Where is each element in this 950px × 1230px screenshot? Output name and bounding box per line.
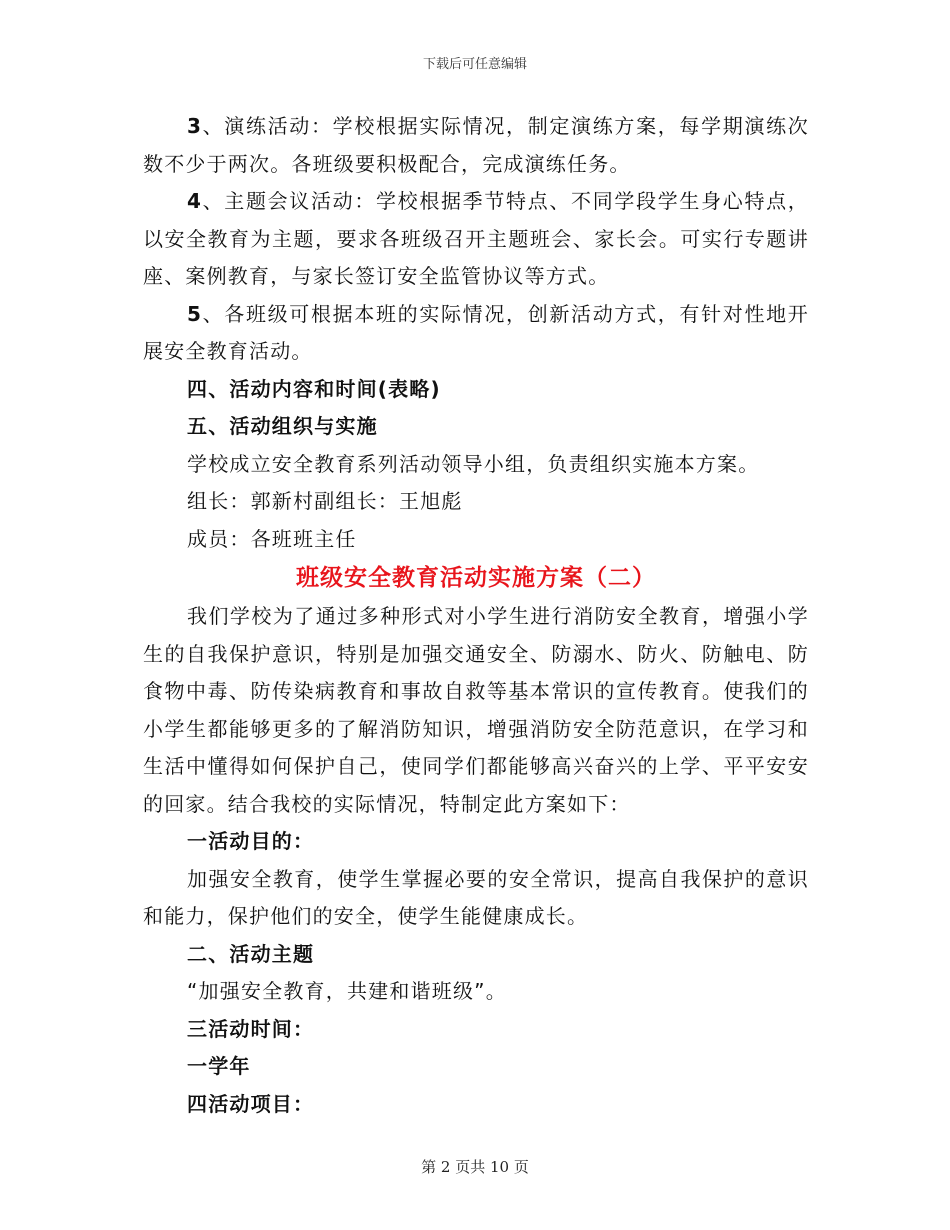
item-number: 4 <box>187 189 203 213</box>
project-heading: 四活动项目： <box>187 1091 315 1116</box>
time-text: 一学年 <box>187 1054 251 1078</box>
list-item-3 <box>143 108 809 183</box>
leader-text: 组长：郭新村副组长：王旭彪 <box>187 489 463 513</box>
item-text: 、主题会议活动：学校根据季节特点、不同学段学生身心特点，以安全教育为主题，要求各班级召开主题班会、家长会。可实行专题讲座、案例教育，与家长签订安全监管协议等方式。 <box>143 189 809 288</box>
intro-paragraph: 我们学校为了通过多种形式对小学生进行消防安全教育，增强小学生的自我保护意识，特别是加强交通安全、防溺水、防火、防触电、防食物中毒、防传染病教育和事故自救等基本常识的宣传教育。使我们的小学生都能够更多的了解消防知识，增强消防安全防范意识，在学习和生活中懂得如何保护自己，使同学们都能够高兴奋兴的上学、平平安安的回家。结合我校的实际情况，特制定此方案如下： <box>143 604 809 816</box>
purpose-paragraph: 加强安全教育，使学生掌握必要的安全常识，提高自我保护的意识和能力，保护他们的安全，使学生能健康成长。 <box>143 866 809 928</box>
theme-heading: 二、活动主题 <box>187 941 315 966</box>
document-body <box>143 108 809 1123</box>
page-footer: 第 2 页共 10 页 <box>421 1158 529 1176</box>
item-text: 、各班级可根据本班的实际情况，创新活动方式，有针对性地开展安全教育活动。 <box>143 301 809 363</box>
time-heading: 三活动时间： <box>187 1016 315 1041</box>
item-number: 5 <box>187 301 203 326</box>
item-text: 、演练活动：学校根据实际情况，制定演练方案，每学期演练次数不少于两次。各班级要积极配合，完成演练任务。 <box>143 114 809 176</box>
item-number: 3 <box>187 114 203 138</box>
list-item-4 <box>143 183 809 296</box>
section-heading-organization: 五、活动组织与实施 <box>187 414 378 438</box>
theme-text: “加强安全教育，共建和谐班级”。 <box>187 979 507 1003</box>
document-title: 班级安全教育活动实施方案（二） <box>296 565 656 591</box>
members-text: 成员：各班班主任 <box>187 526 357 551</box>
organization-text: 学校成立安全教育系列活动领导小组，负责组织实施本方案。 <box>187 451 760 476</box>
purpose-heading: 一活动目的： <box>187 829 315 853</box>
section-heading-content-time: 四、活动内容和时间(表略) <box>187 376 441 401</box>
page-header: 下载后可任意编辑 <box>422 57 527 72</box>
list-item-5 <box>143 296 809 371</box>
